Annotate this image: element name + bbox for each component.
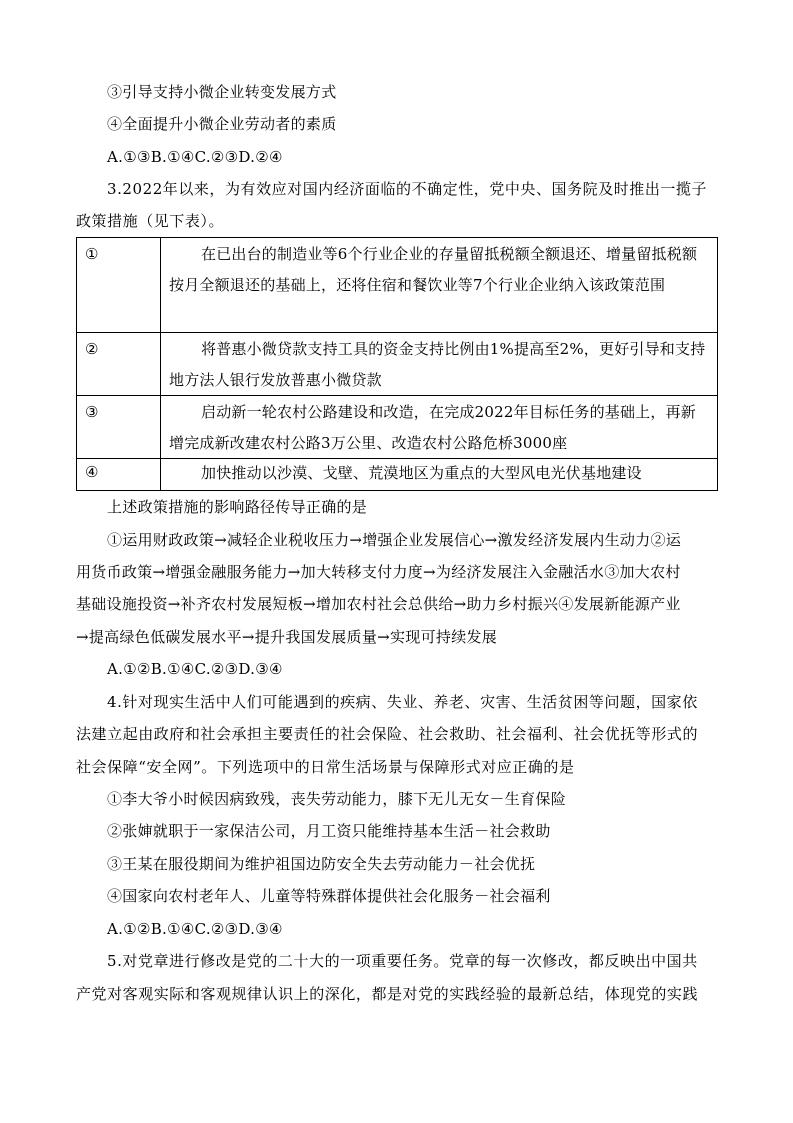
column-divider — [160, 333, 161, 395]
q4-option-4: ④国家向农村老年人、儿童等特殊群体提供社会化服务－社会福利 — [107, 887, 551, 905]
q3-paths-line-3: 基础设施投资→补齐农村发展短板→增加农村社会总供给→助力乡村振兴④发展新能源产业 — [76, 595, 681, 613]
q3-paths-line-2: 用货币政策→增强金融服务能力→加大转移支付力度→为经济发展注入金融活水③加大农村 — [76, 563, 681, 581]
q3-answer-choices: A.①②B.①④C.②③D.③④ — [107, 660, 283, 678]
q3-paths-line-1: ①运用财政政策→减轻企业税收压力→增强企业发展信心→激发经济发展内生动力②运 — [107, 531, 682, 549]
q3-stem-line-1: 3.2022年以来，为有效应对国内经济面临的不确定性，党中央、国务院及时推出一揽子 — [107, 180, 708, 198]
q4-option-2: ②张婶就职于一家保洁公司，月工资只能维持基本生活－社会救助 — [107, 822, 551, 840]
q5-stem-line-2: 产党对客观实际和客观规律认识上的深化，都是对党的实践经验的最新总结，体现党的实践 — [76, 985, 699, 1003]
column-divider — [160, 459, 161, 490]
policy-table — [76, 237, 718, 491]
table-row — [77, 396, 717, 459]
row-text: 加快推动以沙漠、戈壁、荒漠地区为重点的大型风电光伏基地建设 — [201, 464, 642, 482]
column-divider — [160, 396, 161, 458]
q3-stem-line-2: 政策措施（见下表）。 — [76, 212, 225, 230]
row-number: ① — [85, 245, 99, 263]
row-number: ③ — [85, 403, 99, 421]
q2-option-4: ④全面提升小微企业劳动者的素质 — [107, 115, 337, 133]
table-row — [77, 459, 717, 490]
row-number: ④ — [85, 463, 99, 481]
row-text: 将普惠小微贷款支持工具的资金支持比例由1%提高至2%，更好引导和支持地方法人银行发放普惠小微贷款 — [169, 340, 706, 389]
q4-stem-line-2: 法建立起由政府和社会承担主要责任的社会保险、社会救助、社会福利、社会优抚等形式的 — [76, 725, 699, 743]
table-row — [77, 238, 717, 333]
q4-stem-line-1: 4.针对现实生活中人们可能遇到的疾病、失业、养老、灾害、生活贫困等问题，国家依 — [107, 693, 698, 711]
row-text: 启动新一轮农村公路建设和改造，在完成2022年目标任务的基础上，再新增完成新改建农村公路3万公里、改造农村公路危桥3000座 — [169, 403, 696, 452]
q4-option-1: ①李大爷小时候因病致残，丧失劳动能力，膝下无儿无女－生育保险 — [107, 790, 567, 808]
q4-stem-line-3: 社会保障“安全网”。下列选项中的日常生活场景与保障形式对应正确的是 — [76, 758, 575, 776]
row-text: 在已出台的制造业等6个行业企业的存量留抵税额全额退还、增量留抵税额按月全额退还的基础上，还将住宿和餐饮业等7个行业企业纳入该政策范围 — [169, 245, 698, 294]
q4-option-3: ③王某在服役期间为维护祖国边防安全失去劳动能力－社会优抚 — [107, 855, 536, 873]
q2-option-3: ③引导支持小微企业转变发展方式 — [107, 83, 337, 101]
q4-answer-choices: A.①②B.①④C.②③D.③④ — [107, 920, 283, 938]
table-row — [77, 333, 717, 396]
q2-answer-choices: A.①③B.①④C.②③D.②④ — [107, 148, 283, 166]
q3-paths-line-4: →提高绿色低碳发展水平→提升我国发展质量→实现可持续发展 — [76, 628, 498, 646]
row-number: ② — [85, 340, 99, 358]
q3-question: 上述政策措施的影响路径传导正确的是 — [107, 498, 368, 516]
column-divider — [160, 238, 161, 332]
q5-stem-line-1: 5.对党章进行修改是党的二十大的一项重要任务。党章的每一次修改，都反映出中国共 — [107, 952, 698, 970]
